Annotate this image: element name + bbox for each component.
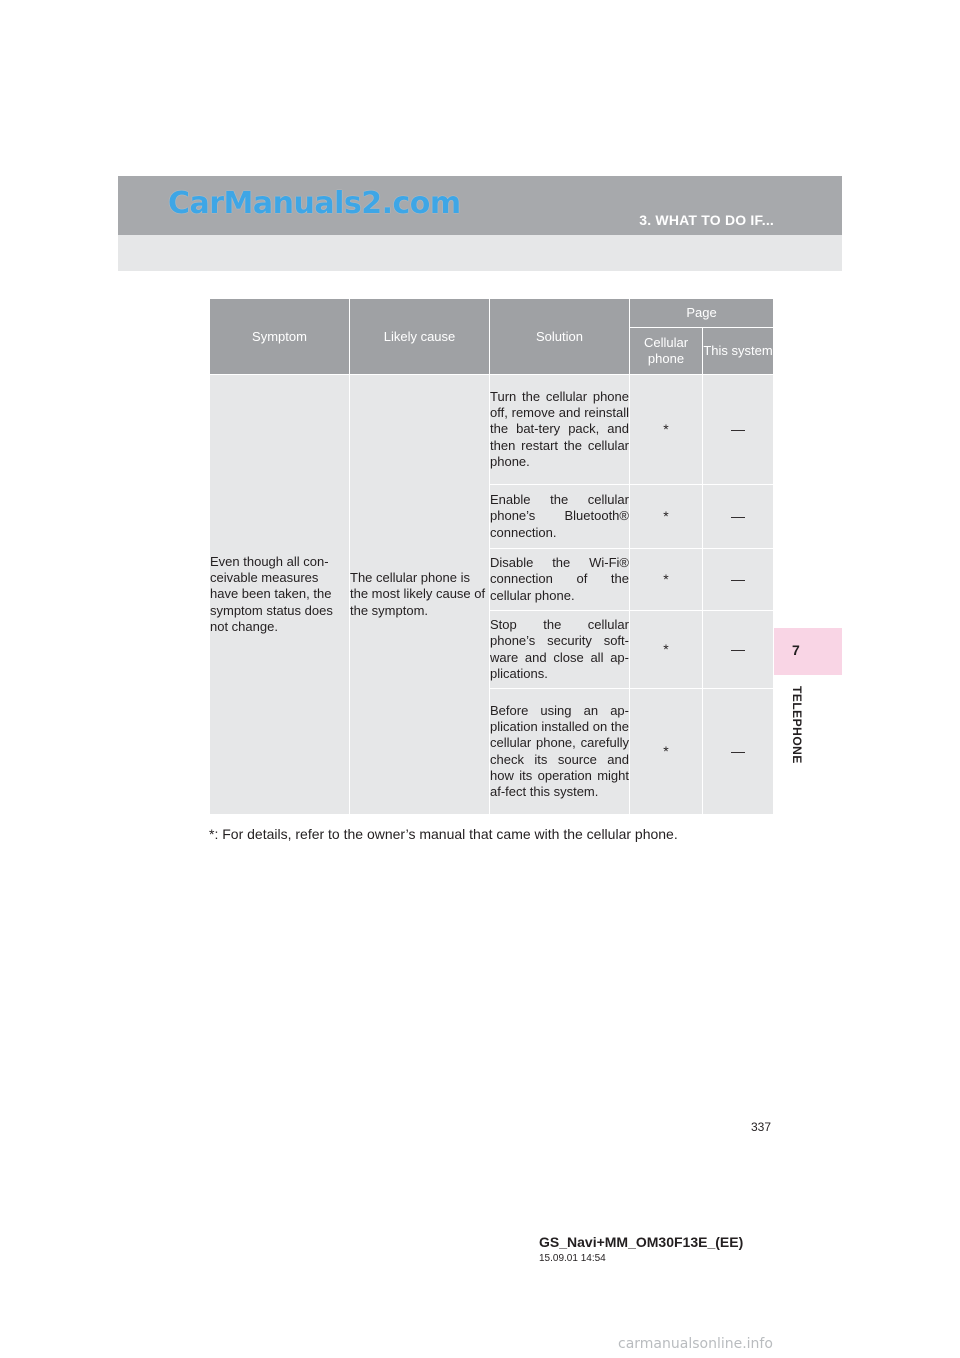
solution-cell: Stop the cellular phone’s security soft-ware and close all ap-plications. <box>490 611 630 689</box>
cellular-phone-page-cell: * <box>630 689 703 815</box>
header-this-system: This system <box>703 328 774 375</box>
this-system-page-cell: — <box>703 375 774 485</box>
solution-cell: Disable the Wi-Fi® connection of the cellular phone. <box>490 549 630 611</box>
this-system-page-cell: — <box>703 485 774 549</box>
solution-cell: Enable the cellular phone’s Bluetooth® connection. <box>490 485 630 549</box>
solution-cell: Before using an ap-plication installed on the cellular phone, carefully check its source and how its operation might af-fect this system. <box>490 689 630 815</box>
document-date: 15.09.01 14:54 <box>539 1253 606 1264</box>
cellular-phone-page-cell: * <box>630 549 703 611</box>
watermark-logo: CarManuals2.com <box>168 186 461 221</box>
this-system-page-cell: — <box>703 549 774 611</box>
solution-cell: Turn the cellular phone off, remove and reinstall the bat-tery pack, and then restart the cellular phone. <box>490 375 630 485</box>
cellular-phone-page-cell: * <box>630 611 703 689</box>
footnote: *: For details, refer to the owner’s manual that came with the cellular phone. <box>209 826 678 842</box>
chapter-number: 7 <box>792 642 800 658</box>
troubleshooting-table <box>209 298 774 815</box>
this-system-page-cell: — <box>703 689 774 815</box>
cellular-phone-page-cell: * <box>630 375 703 485</box>
document-code: GS_Navi+MM_OM30F13E_(EE) <box>539 1234 744 1250</box>
header-subbar <box>118 235 842 271</box>
cellular-phone-page-cell: * <box>630 485 703 549</box>
this-system-page-cell: — <box>703 611 774 689</box>
header-symptom: Symptom <box>210 299 350 375</box>
chapter-tab <box>773 628 842 675</box>
chapter-label: TELEPHONE <box>790 686 804 764</box>
header-likely-cause: Likely cause <box>350 299 490 375</box>
header-solution: Solution <box>490 299 630 375</box>
likely-cause-cell: The cellular phone is the most likely cause of the symptom. <box>350 375 490 815</box>
header-cellular-phone: Cellular phone <box>630 328 703 375</box>
page-number: 337 <box>751 1120 772 1134</box>
symptom-cell: Even though all con-ceivable measures have been taken, the symptom status does not change. <box>210 375 350 815</box>
header-page: Page <box>630 299 774 328</box>
section-title: 3. WHAT TO DO IF... <box>639 212 774 228</box>
footer-watermark: carmanualsonline.info <box>618 1336 773 1352</box>
table-row <box>210 375 774 485</box>
